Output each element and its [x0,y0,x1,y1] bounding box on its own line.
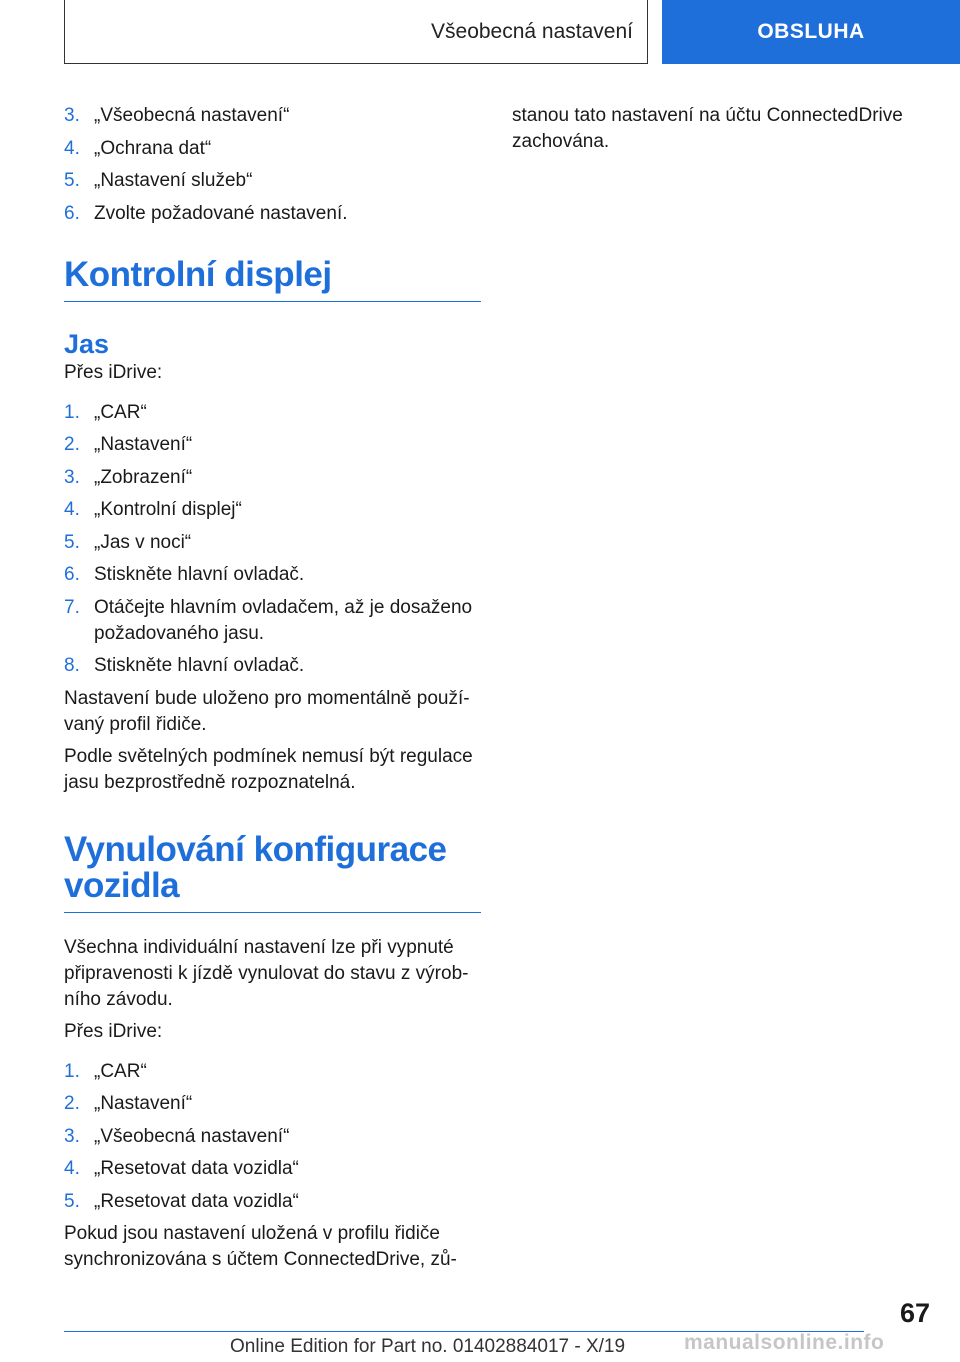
list-item [64,1059,481,1085]
step-text: Stiskněte hlavní ovladač. [94,655,305,676]
step-number: 3. [64,466,80,488]
list-item [64,432,481,458]
step-text: „CAR“ [94,1060,147,1082]
chapter-title: Všeobecná nastavení [431,19,633,43]
list-item [64,595,481,647]
step-number: 1. [64,1060,80,1082]
step-text: Zvolte požadované nastavení. [94,202,348,224]
step-number: 6. [64,202,80,224]
step-text: „Nastavení služeb“ [94,170,253,191]
body-paragraph: stanou tato nastavení na účtu ConnectedDrive zachována. [512,105,903,152]
body-paragraph: Pokud jsou nastavení uložená v profilu řidiče synchronizována s účtem ConnectedDrive, zů- [64,1223,457,1270]
step-number: 4. [64,137,80,159]
step-text: „Nastavení“ [94,434,193,455]
page-number: 67 [899,1298,930,1328]
step-number: 3. [64,105,80,126]
step-number: 1. [64,401,80,423]
list-item [64,653,481,679]
section-tab [662,0,960,64]
step-text: Otáčejte hlavním ovladačem, až je dosaženo požadovaného jasu. [94,596,473,644]
section-title-reset: Vynulování konfigurace vozidla [64,832,481,913]
step-number: 5. [64,531,80,553]
list-item [64,400,481,426]
body-paragraph: Nastavení bude uloženo pro momentálně použí-vaný profil řidiče. [64,687,470,735]
list-item [64,201,481,227]
step-number: 6. [64,564,80,585]
step-number: 7. [64,596,80,618]
edition-text: Online Edition for Part no. 01402884017 - X/19 [230,1336,626,1357]
list-item [64,1124,481,1150]
reset-steps-list [64,1059,481,1215]
list-item [64,1091,481,1117]
step-number: 4. [64,1158,80,1179]
step-text: „Resetovat data vozidla“ [94,1158,299,1179]
step-text: „CAR“ [94,401,147,423]
list-item [64,562,481,588]
list-item [64,1189,481,1215]
chapter-header [64,0,648,64]
intro-steps-list [64,103,481,227]
step-text: „Všeobecná nastavení“ [94,1125,290,1147]
section-title-display: Kontrolní displej [64,257,481,302]
step-text: „Kontrolní displej“ [94,499,242,520]
list-item [64,136,481,162]
right-column [512,103,912,161]
watermark-logo: manualsonline.info [684,1331,885,1354]
list-item [64,168,481,194]
list-item [64,103,481,129]
step-text: „Všeobecná nastavení“ [94,105,290,126]
subsection-title-brightness: Jas [64,328,110,359]
step-number: 2. [64,434,80,455]
body-paragraph: Podle světelných podmínek nemusí být regulace jasu bezprostředně rozpoznatelná. [64,745,473,793]
via-idrive-text: Přes iDrive: [64,361,163,383]
section-label: OBSLUHA [757,20,865,43]
list-item [64,465,481,491]
list-item [64,1156,481,1182]
step-text: „Jas v noci“ [94,531,192,553]
list-item [64,530,481,556]
step-text: „Nastavení“ [94,1093,193,1114]
step-text: „Resetovat data vozidla“ [94,1190,299,1212]
brightness-steps-list [64,400,481,680]
body-paragraph: Všechna individuální nastavení lze při vypnuté připravenosti k jízdě vynulovat do stavu z výrob-ního závodu. [64,936,469,1010]
list-item [64,497,481,523]
step-number: 5. [64,170,80,191]
step-number: 3. [64,1125,80,1147]
step-number: 8. [64,655,80,676]
step-text: „Ochrana dat“ [94,137,212,159]
step-text: „Zobrazení“ [94,466,193,488]
step-number: 5. [64,1190,80,1212]
left-column [64,103,481,1279]
step-number: 4. [64,499,80,520]
step-number: 2. [64,1093,80,1114]
step-text: Stiskněte hlavní ovladač. [94,564,305,585]
via-idrive-text: Přes iDrive: [64,1020,163,1042]
